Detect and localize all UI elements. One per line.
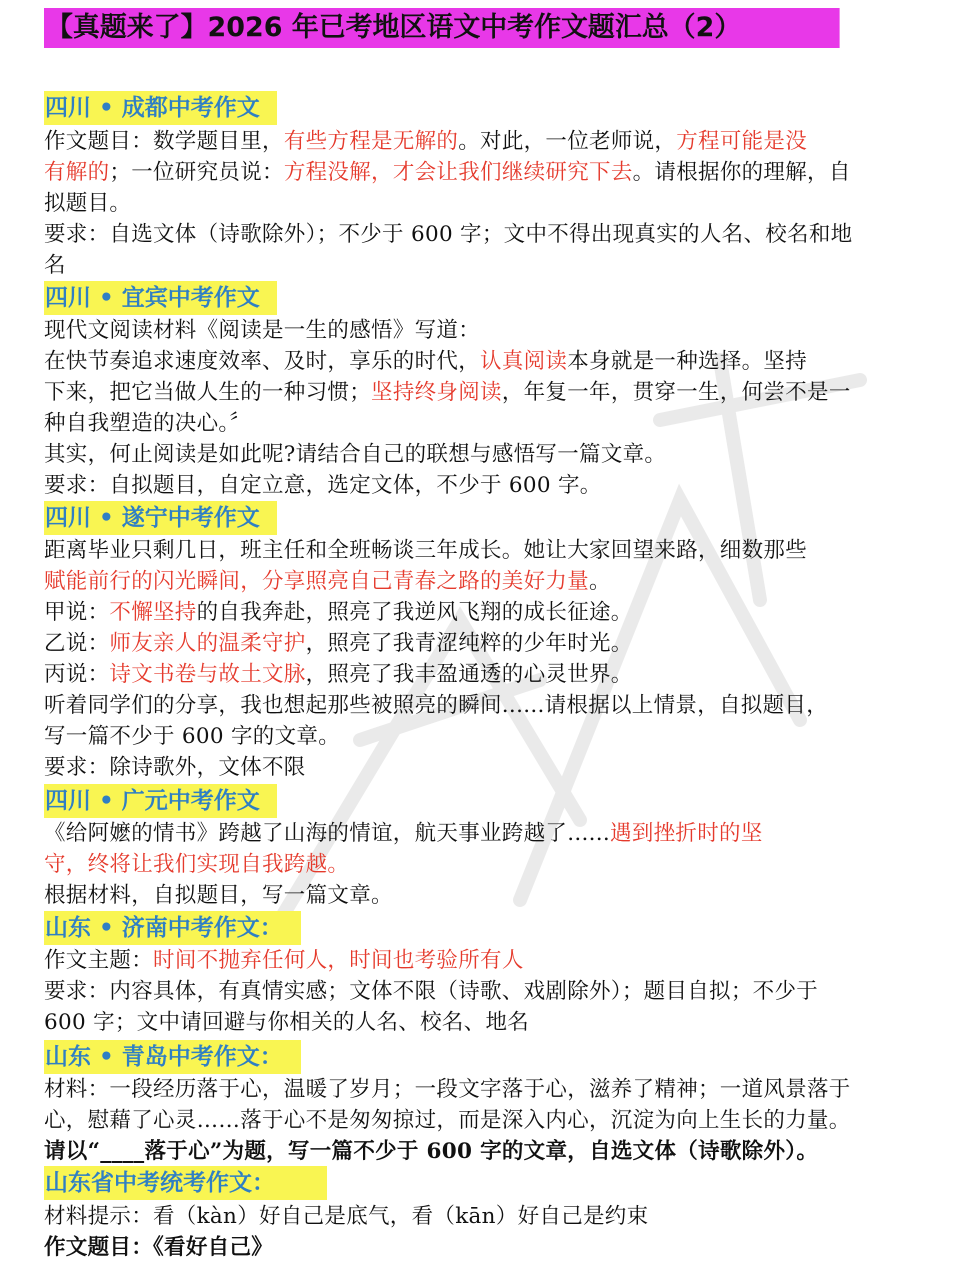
document-title: 【真题来了】2026 年已考地区语文中考作文题汇总（2） xyxy=(44,8,840,48)
text-line: 乙说：师友亲人的温柔守护，照亮了我青涩纯粹的少年时光。 xyxy=(44,631,633,656)
text-line: 甲说：不懈坚持的自我奔赴，照亮了我逆风飞翔的成长征途。 xyxy=(44,600,633,625)
text-line: 现代文阅读材料《阅读是一生的感悟》写道： xyxy=(44,318,481,343)
text-line: 种自我塑造的决心。〞 xyxy=(44,411,252,436)
text-line: 作文题目：数学题目里，有些方程是无解的。对此，一位老师说，方程可能是没 xyxy=(44,129,808,154)
text-line: 要求：内容具体，有真情实感；文体不限（诗歌、戏剧除外）；题目自拟；不少于 xyxy=(44,979,819,1004)
section-heading-shandong: 山东省中考统考作文： xyxy=(44,1166,327,1200)
text-line: 距离毕业只剩几日，班主任和全班畅谈三年成长。她让大家回望来路，细数那些 xyxy=(44,538,808,563)
text-line: 要求：除诗歌外，文体不限 xyxy=(44,755,306,780)
text-line: 材料提示：看（kàn）好自己是底气，看（kān）好自己是约束 xyxy=(44,1204,649,1229)
text-line: 下来，把它当做人生的一种习惯；坚持终身阅读，年复一年，贯穿一生，何尝不是一 xyxy=(44,380,851,405)
text-line: 其实，何止阅读是如此呢?请结合自己的联想与感悟写一篇文章。 xyxy=(44,442,667,467)
text-line: 赋能前行的闪光瞬间，分享照亮自己青春之路的美好力量。 xyxy=(44,569,611,594)
text-line: 要求：自选文体（诗歌除外）；不少于 600 字；文中不得出现真实的人名、校名和地 xyxy=(44,222,853,247)
section-heading-guangyuan: 四川 • 广元中考作文 xyxy=(44,784,277,818)
section-heading-qingdao: 山东 • 青岛中考作文： xyxy=(44,1040,301,1074)
text-line: 拟题目。 xyxy=(44,191,132,216)
text-line: 有解的；一位研究员说：方程没解，才会让我们继续研究下去。请根据你的理解，自 xyxy=(44,160,851,185)
text-line: 根据材料，自拟题目，写一篇文章。 xyxy=(44,883,393,908)
text-line: 《给阿嬷的情书》跨越了山海的情谊，航天事业跨越了......遇到挫折时的坚 xyxy=(44,821,763,846)
text-line: 作文题目：《看好自己》 xyxy=(44,1235,274,1260)
text-line: 听着同学们的分享，我也想起那些被照亮的瞬间......请根据以上情景，自拟题目， xyxy=(44,693,829,718)
text-line: 600 字；文中请回避与你相关的人名、校名、地名 xyxy=(44,1010,530,1035)
section-heading-chengdu: 四川 • 成都中考作文 xyxy=(44,91,277,125)
text-line: 材料：一段经历落于心，温暖了岁月；一段文字落于心，滋养了精神；一道风景落于 xyxy=(44,1077,851,1102)
section-heading-suining: 四川 • 遂宁中考作文 xyxy=(44,501,277,535)
text-line: 要求：自拟题目，自定立意，选定文体，不少于 600 字。 xyxy=(44,473,602,498)
text-line: 请以“____落于心”为题，写一篇不少于 600 字的文章，自选文体（诗歌除外）。 xyxy=(44,1139,819,1164)
text-line: 在快节奏追求速度效率、及时，享乐的时代，认真阅读本身就是一种选择。坚持 xyxy=(44,349,808,374)
text-line: 心，慰藉了心灵……落于心不是匆匆掠过，而是深入内心，沉淀为向上生长的力量。 xyxy=(44,1108,851,1133)
text-line: 守，终将让我们实现自我跨越。 xyxy=(44,852,350,877)
section-heading-yibin: 四川 • 宜宾中考作文 xyxy=(44,281,277,315)
text-line: 写一篇不少于 600 字的文章。 xyxy=(44,724,341,749)
text-line: 丙说：诗文书卷与故土文脉，照亮了我丰盈通透的心灵世界。 xyxy=(44,662,633,687)
text-line: 作文主题：时间不抛弃任何人，时间也考验所有人 xyxy=(44,948,524,973)
text-line: 名 xyxy=(44,253,66,278)
section-heading-jinan: 山东 • 济南中考作文： xyxy=(44,911,301,945)
